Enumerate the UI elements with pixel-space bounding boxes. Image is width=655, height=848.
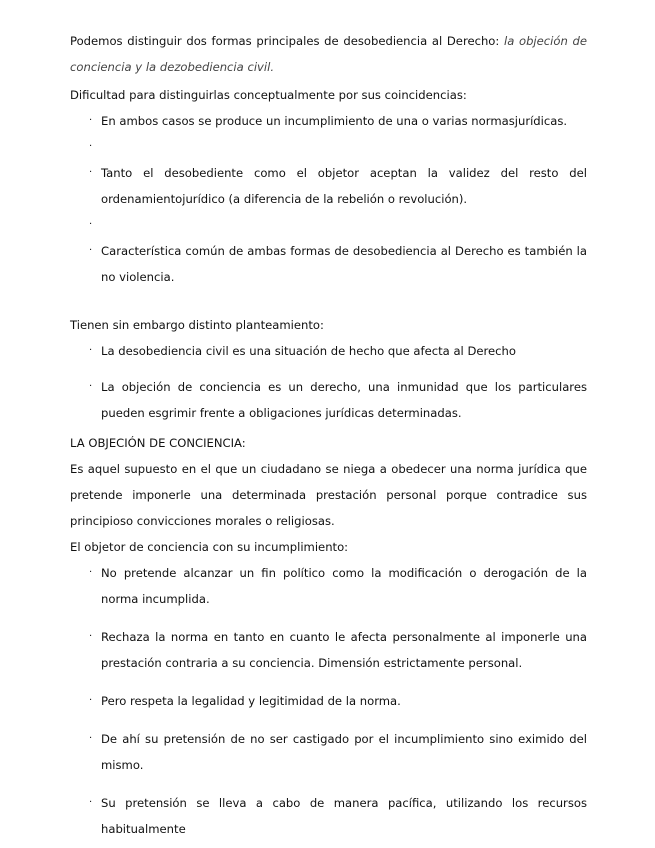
bullet-icon: ·: [89, 115, 93, 126]
bullet-icon: ·: [89, 695, 93, 706]
list-item: · La desobediencia civil es una situación de hecho que afecta al Derecho: [70, 338, 587, 364]
bullet-icon: ·: [89, 797, 93, 808]
bullet-icon: ·: [89, 345, 93, 356]
intro-forms: la objeción de conciencia y la dezobediencia civil.: [70, 34, 587, 74]
list-item: · La objeción de conciencia es un derecho, una inmunidad que los particulares pueden esgrimir frente a obligaciones jurídicas determinadas.: [70, 374, 587, 426]
bullet-icon: ·: [89, 245, 93, 256]
list-item: · De ahí su pretensión de no ser castigado por el incumplimiento sino eximido del mismo.: [70, 726, 587, 778]
bullet-icon: ·: [89, 381, 93, 392]
empty-list-item: [70, 134, 587, 160]
bullet-icon: ·: [89, 733, 93, 744]
list-item: · En ambos casos se produce un incumplimiento de una o varias normasjurídicas.: [70, 108, 587, 134]
differences-list: [70, 338, 587, 426]
bullet-icon: ·: [89, 167, 93, 178]
bullet-icon: ·: [89, 631, 93, 642]
list-item: · Rechaza la norma en tanto en cuanto le afecta personalmente al imponerle una prestación contraria a su conciencia. Dimensión estrictamente personal.: [70, 624, 587, 676]
list-item: · Característica común de ambas formas de desobediencia al Derecho es también la no violencia.: [70, 238, 587, 290]
bullet-icon: ·: [89, 219, 93, 230]
objection-heading: LA OBJECIÓN DE CONCIENCIA:: [70, 436, 246, 450]
bullet-icon: ·: [89, 567, 93, 578]
list-item: · Pero respeta la legalidad y legitimidad de la norma.: [70, 688, 587, 714]
objection-definition: Es aquel supuesto en el que un ciudadano se niega a obedecer una norma jurídica que pretende imponerle una determinada prestación personal porque contradice sus principioso convicciones morales o religiosas.: [70, 462, 587, 528]
objector-intro: El objetor de conciencia con su incumplimiento:: [70, 540, 349, 554]
list-item: · Su pretensión se lleva a cabo de manera pacífica, utilizando los recursos habitualmente: [70, 790, 587, 842]
intro-lead: Podemos distinguir dos formas principales de desobediencia al Derecho:: [70, 34, 504, 48]
list-item: · Tanto el desobediente como el objetor aceptan la validez del resto del ordenamientojurídico (a diferencia de la rebelión o revolución).: [70, 160, 587, 212]
bullet-icon: ·: [89, 141, 93, 152]
document-page: [70, 28, 587, 842]
difficulty-paragraph: Dificultad para distinguirlas conceptualmente por sus coincidencias:: [70, 88, 467, 102]
empty-list-item: [70, 212, 587, 238]
intro-paragraph: [70, 28, 587, 80]
objector-list: [70, 560, 587, 842]
list-item: · No pretende alcanzar un fin político como la modificación o derogación de la norma incumplida.: [70, 560, 587, 612]
difficulty-list: [70, 108, 587, 290]
differences-paragraph: Tienen sin embargo distinto planteamiento:: [70, 318, 324, 332]
